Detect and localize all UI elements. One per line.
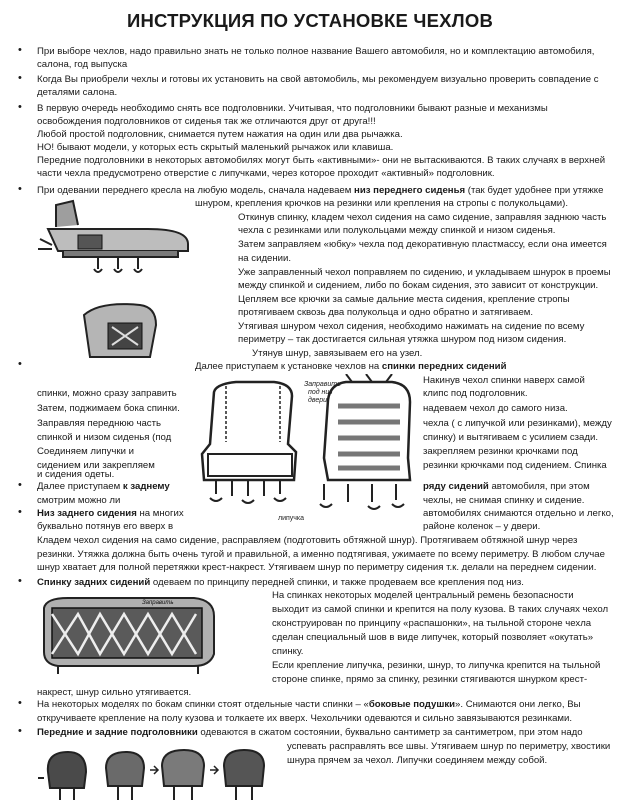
paragraph-line: периметру – так достигается сильная утяжка шнуром под низом сидения. [238,334,567,345]
paragraph-line [37,184,603,197]
bold-run: Спинку задних сидений [37,577,151,588]
paragraph-line: Затем заправляем «юбку» чехла под декоративную пластмассу, если она имеется [238,239,607,250]
figure-label: липучка [278,515,305,522]
bold-run: спинки передних сидений [381,361,507,372]
headrest-figure [38,742,278,806]
paragraph-line: между спинкой и сидением, либо по бокам сидения, это зависит от конструкции. [238,280,599,291]
paragraph-line: Передние подголовники в некоторых автомобилях могут быть «активными»- они не вытаскиваются. В таких случаях в верхней [37,155,606,166]
text-run: На некоторых моделях по бокам спинки стоят отдельные части спинки – « [37,699,369,710]
paragraph-line: успевать расправлять все швы. Утягиваем шнур по периметру, хвостики [287,741,611,752]
paragraph-line: откручиваете крепление на полу кузова и толкаете их вверх. Чехольчики одеваются и сильно завязываются резинками. [37,713,573,724]
paragraph-line: буквально потянув его вверх в [37,521,174,532]
paragraph-line: На спинках некоторых моделей центральный ремень безопасности [272,590,574,601]
bullet-marker: • [18,101,22,113]
figure-label: Заправить [142,600,174,606]
paragraph-line [37,698,581,711]
paragraph-line: Соединяем липучки и [37,446,134,457]
figure-label: двери [308,397,328,404]
paragraph-line [37,726,583,739]
paragraph-line: шнур хватает для полной перетяжки крест-накрест. Утягиваем шнур по периметру сидения т.к. делали на переднем сидении. [37,562,597,573]
paragraph-line: на сидении. [238,253,292,264]
text-run: (так будет удобнее при утяжке [465,185,604,196]
paragraph-line: протягиваем сквозь два полукольца и одно обратно и затягиваем. [238,307,534,318]
bullet-marker: • [18,506,22,518]
text-run: автомобиля, при этом [488,481,590,492]
paragraph-line: НО! бывают модели, у которых есть скрытый маленький рычажок или клавиша. [37,142,394,153]
paragraph-line: районе коленок – у двери. [423,521,541,532]
paragraph-line [423,480,590,493]
seat-back-figure [196,374,418,524]
paragraph-line: При выборе чехлов, надо правильно знать не только полное название Вашего автомобиля, но и комплектацию автомобиля, [37,46,595,57]
seat-bottom-figure [38,199,198,279]
paragraph-line: надеваем чехол до самого низа. [423,403,568,414]
bullet-marker: • [18,72,22,84]
paragraph-line: накрест, шнур сильно утягивается. [37,687,192,698]
paragraph-line: закрепляем резинки крючками под [423,446,578,457]
text-run: Далее приступаем [37,481,123,492]
paragraph-line: стороне спинке, прямо за спинку, резинки стягиваются шнурком крест- [272,674,588,685]
paragraph-line: выходит из самой спинки и крепится на полу кузова. В таких случаях чехол [272,604,609,615]
paragraph-line [195,360,506,373]
paragraph-line: Откинув спинку, кладем чехол сидения на само сидение, заправляя заднюю часть [238,212,607,223]
figure-label: под низ [308,389,333,396]
paragraph-line: Кладем чехол сидения на само сидение, расправляем (подготовить обтяжной шнур). Протягиваем обтяжной шнур через [37,535,578,546]
paragraph-line: чехла с резинками или полукольцами между спинкой и низом сиденья. [238,225,556,236]
paragraph-line: спинку. [272,646,304,657]
paragraph-line: шнуром, крепления крючков на резинки или крепления на стропы с полукольцами). [195,198,569,209]
paragraph-line: спинкой и низом сиденья (под [37,432,172,443]
paragraph-line: смотрим можно ли [37,495,121,506]
bullet-marker: • [18,479,22,491]
bullet-marker: • [18,697,22,709]
paragraph-line: Утянув шнур, завязываем его на узел. [252,348,423,359]
text-run: одеваем по принципу передней спинки, и также продеваем все крепления под низ. [150,577,524,588]
paragraph-line: салона, год выпуска [37,59,128,70]
bullet-marker: • [18,575,22,587]
paragraph-line: шнура прячем за чехол. Липучки соединяем между собой. [287,755,548,766]
text-run: Далее приступаем к установке чехлов на [195,361,382,372]
paragraph-line: Цепляем все крючки за самые дальние места сидения, крепление стропы [238,294,570,305]
paragraph-line: спинки, можно сразу заправить [37,388,177,399]
paragraph-line [37,507,184,520]
paragraph-line: Если крепление липучка, резинки, шнур, то липучка крепится на тыльной [272,660,601,671]
paragraph-line [37,576,524,589]
paragraph-line: клипс под подголовник. [423,388,528,399]
paragraph-line: Любой простой подголовник, снимается путем нажатия на один или два рычажка. [37,129,403,140]
paragraph-line [37,480,170,493]
rear-back-figure [38,594,218,676]
seat-hook-figure [80,295,160,365]
paragraph-line: освобождения подголовников от сиденья так же отличаются друг от друга!!! [37,116,376,127]
paragraph-line: Затем, поджимаем бока спинки. [37,403,180,414]
paragraph-line: В первую очередь необходимо снять все подголовники. Учитывая, что подголовники бывают разные и механизмы [37,103,548,114]
bold-run: низ переднего сиденья [354,185,466,196]
paragraph-line: сконструирован по принципу «распашонки», на тыльной стороне чехла [272,618,592,629]
text-run: ». Снимаются они легко, Вы [455,699,581,710]
paragraph-line: Уже заправленный чехол поправляем по сидению, и укладываем шнурок в проемы [238,267,611,278]
paragraph-line: чехлы, не снимая спинку и сидение. [423,495,585,506]
bold-run: боковые подушки [368,699,456,710]
bold-run: к заднему [122,481,170,492]
paragraph-line: и сидения одеты. [37,469,115,480]
text-run: При одевании переднего кресла на любую модель, сначала надеваем [37,185,355,196]
paragraph-line: части чехла предусмотрено отверстие с липучками, через которое проходит «активный» подголовник. [37,168,495,179]
paragraph-line: сидением или закрепляем [37,460,155,471]
bullet-marker: • [18,44,22,56]
paragraph-line: сделан специальный шов в виде липучек, который позволяет «окутать» [272,632,594,643]
figure-label: Заправить [304,381,341,388]
paragraph-line: чехла ( с липучкой или резинками), между [423,418,612,429]
bold-run: ряду сидений [423,481,489,492]
bullet-marker: • [18,183,22,195]
paragraph-line: спинку) и вытягиваем с усилием сзади. [423,432,599,443]
paragraph-line: деталями салона. [37,87,118,98]
bold-run: Низ заднего сидения [37,508,137,519]
text-run: на многих [136,508,184,519]
paragraph-line: Заправляя переднюю часть [37,418,161,429]
paragraph-line: автомобилях снимаются отдельно и легко, [423,508,614,519]
bullet-marker: • [18,725,22,737]
text-run: одеваются в сжатом состоянии, буквально сантиметр за сантиметром, при этом надо [197,727,583,738]
paragraph-line: резинки крючками под сидением. Спинка [423,460,607,471]
page-title: ИНСТРУКЦИЯ ПО УСТАНОВКЕ ЧЕХЛОВ [126,10,494,31]
bullet-marker: • [18,358,22,370]
paragraph-line: Утягивая шнуром чехол сидения, необходимо нажимать на сидение по всему [238,321,585,332]
paragraph-line: Когда Вы приобрели чехлы и готовы их установить на свой автомобиль, мы рекомендуем визуально проверить совпадение с [37,74,599,85]
bold-run: Передние и задние подголовники [37,727,198,738]
paragraph-line: Накинув чехол спинки наверх самой [423,375,585,386]
paragraph-line: резинки. Утяжка должна быть очень тугой и правильной, а именно подтягивая, ужимаете по всему периметру. В любом случае [37,549,605,560]
